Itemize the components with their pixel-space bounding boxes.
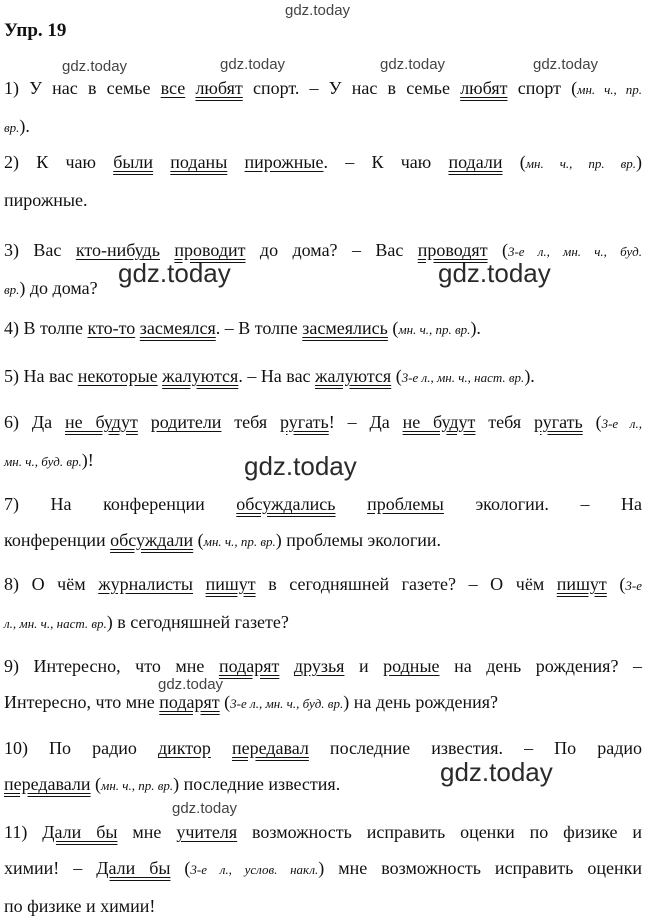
underlined-word: любят [195, 78, 243, 98]
sentence-line [4, 486, 642, 522]
underlined-word: Дали бы [96, 858, 171, 878]
underlined-word: жалуются [162, 366, 239, 386]
sentence-text: . – В толпе [215, 318, 303, 338]
sentence-text: ( [90, 774, 102, 794]
sentence-text: по физике и химии! [4, 896, 156, 916]
sentence-text [193, 574, 206, 594]
sentence-line [4, 70, 642, 108]
sentence-text: 3) Вас [4, 240, 76, 260]
sentence-text: ( [582, 412, 602, 432]
grammar-note: 3-е л., мн. ч., буд. [507, 244, 643, 259]
sentence-line [4, 566, 642, 604]
sentence-line [4, 684, 642, 722]
underlined-word: жалуются [315, 366, 392, 386]
sentence-line [4, 850, 642, 888]
underlined-word: ругать [533, 412, 583, 432]
sentence-text: )! [81, 450, 94, 470]
grammar-note: 3-е л., мн. ч., буд. вр. [230, 696, 344, 711]
sentence-text: ). [19, 116, 30, 136]
sentence-text: 11) [4, 822, 43, 842]
sentence-text: 1) У нас в семье [4, 78, 161, 98]
grammar-note: 3-е л., [601, 416, 642, 431]
sentence-text: Интересно, что мне [4, 692, 160, 712]
sentence-text: ( [170, 858, 191, 878]
sentence-text: химии! – [4, 858, 97, 878]
watermark: gdz.today [285, 2, 351, 19]
underlined-word: обсуждались [236, 494, 336, 514]
sentence-text: ! – Да [328, 412, 403, 432]
sentence-text: ) проблемы экологии. [275, 530, 442, 550]
sentence-text: ) мне возможность исправить оценки [318, 858, 642, 878]
sentence-text: пирожные. [4, 190, 88, 210]
sentence-text [185, 78, 195, 98]
underlined-word: засмеялись [302, 318, 388, 338]
sentence-text [160, 240, 174, 260]
underlined-word: не будут [64, 412, 138, 432]
sentence-line [4, 182, 642, 218]
watermark: gdz.today [172, 800, 238, 817]
watermark: gdz.today [380, 56, 446, 73]
sentence-line [4, 648, 642, 684]
grammar-note: мн. ч., пр. [577, 82, 643, 97]
sentence-8 [4, 566, 642, 642]
grammar-note: вр. [4, 120, 20, 135]
underlined-word: передавал [231, 738, 309, 758]
underlined-word: ругать [280, 412, 329, 432]
underlined-word: проводит [174, 240, 246, 260]
underlined-word: были [113, 152, 154, 172]
sentence-line [4, 358, 642, 396]
sentence-5 [4, 358, 642, 396]
sentence-text: ( [391, 366, 402, 386]
sentence-text: и [344, 656, 384, 676]
sentence-text: ) на день рождения? [343, 692, 498, 712]
sentence-text: ) до дома? [19, 278, 98, 298]
sentence-text: ( [219, 692, 231, 712]
underlined-word: кто-нибудь [75, 240, 160, 260]
sentence-line [4, 814, 642, 850]
sentence-7 [4, 486, 642, 560]
sentence-9 [4, 648, 642, 722]
underlined-word: кто-то [87, 318, 136, 338]
sentence-text: ( [193, 530, 204, 550]
sentence-text [211, 738, 232, 758]
grammar-note: л., мн. ч., наст. вр. [4, 616, 107, 631]
sentence-11 [4, 814, 642, 924]
grammar-note: 3-е [625, 578, 642, 593]
sentence-text: в сегодняшней газете? – О чём [255, 574, 557, 594]
sentence-text: последние известия. – По радио [308, 738, 643, 758]
underlined-word: журналисты [98, 574, 193, 594]
sentence-text: тебя [221, 412, 280, 432]
grammar-note: мн. ч., пр. вр. [398, 322, 471, 337]
sentence-line [4, 404, 642, 442]
sentence-line [4, 888, 642, 924]
sentence-text: ). [524, 366, 535, 386]
sentence-text: ). [470, 318, 481, 338]
sentence-text: возможность исправить оценки по физике и [237, 822, 643, 842]
sentence-text [153, 152, 170, 172]
underlined-word: подарят [218, 656, 280, 676]
grammar-note: 3-е л., мн. ч., наст. вр. [401, 370, 525, 385]
underlined-word: не будут [402, 412, 476, 432]
underlined-word: диктор [157, 738, 211, 758]
watermark: gdz.today [158, 676, 224, 693]
underlined-word: любят [460, 78, 508, 98]
underlined-word: пирожные [244, 152, 324, 172]
sentence-text: ( [487, 240, 508, 260]
sentence-text: на день рождения? – [439, 656, 642, 676]
sentence-text: 4) В толпе [4, 318, 88, 338]
sentence-text: конференции [4, 530, 111, 550]
grammar-note: мн. ч., пр. вр. [203, 534, 276, 549]
sentence-text: тебя [475, 412, 534, 432]
sentence-text: 7) На конференции [4, 494, 237, 514]
watermark: gdz.today [118, 258, 231, 288]
sentence-text: ( [606, 574, 626, 594]
sentence-text: экологии. – На [443, 494, 642, 514]
sentence-text: 6) Да [4, 412, 65, 432]
grammar-note: мн. ч., пр. вр. [101, 778, 174, 793]
underlined-word: все [160, 78, 186, 98]
sentence-text: . – К чаю [323, 152, 449, 172]
sentence-text: . – На вас [238, 366, 316, 386]
sentence-text: мне [117, 822, 177, 842]
watermark: gdz.today [62, 58, 128, 75]
sentence-text: 5) На вас [4, 366, 78, 386]
watermark: gdz.today [438, 258, 551, 288]
watermark: gdz.today [533, 56, 599, 73]
underlined-word: засмеялся [139, 318, 216, 338]
sentence-text: 10) По радио [4, 738, 158, 758]
underlined-word: поданы [170, 152, 228, 172]
grammar-note: вр. [4, 282, 20, 297]
watermark: gdz.today [220, 56, 286, 73]
underlined-word: некоторые [77, 366, 158, 386]
sentence-text: спорт ( [507, 78, 578, 98]
sentence-text: ) [636, 152, 643, 172]
grammar-note: мн. ч., пр. вр. [525, 156, 637, 171]
grammar-note: мн. ч., буд. вр. [4, 454, 82, 469]
exercise-title: Упр. 19 [4, 20, 67, 41]
watermark: gdz.today [244, 451, 357, 481]
sentence-text: 2) К чаю [4, 152, 114, 172]
sentence-text: ) в сегодняшней газете? [106, 612, 289, 632]
underlined-word: родители [150, 412, 222, 432]
underlined-word: родные [383, 656, 440, 676]
underlined-word: пишут [205, 574, 256, 594]
sentence-line [4, 604, 642, 642]
sentence-text [279, 656, 294, 676]
underlined-word: учителя [176, 822, 238, 842]
sentence-text: ( [387, 318, 399, 338]
underlined-word: проводят [417, 240, 488, 260]
underlined-word: передавали [4, 774, 91, 794]
sentence-line [4, 522, 642, 560]
sentence-1 [4, 70, 642, 146]
sentence-text [336, 494, 368, 514]
sentence-text: ( [502, 152, 526, 172]
sentence-2 [4, 144, 642, 218]
sentence-line [4, 144, 642, 182]
sentence-text [227, 152, 244, 172]
sentence-text [138, 412, 151, 432]
sentence-text: до дома? – Вас [245, 240, 418, 260]
sentence-text: 8) О чём [4, 574, 99, 594]
underlined-word: пишут [556, 574, 607, 594]
underlined-word: обсуждали [110, 530, 194, 550]
sentence-text: ) последние известия. [173, 774, 341, 794]
sentence-line [4, 310, 642, 348]
grammar-note: 3-е л., услов. накл. [190, 862, 319, 877]
sentence-text: 9) Интересно, что мне [4, 656, 219, 676]
underlined-word: подали [448, 152, 503, 172]
sentence-line [4, 108, 642, 146]
watermark: gdz.today [440, 757, 553, 787]
underlined-word: Дали бы [42, 822, 118, 842]
underlined-word: друзья [293, 656, 345, 676]
underlined-word: проблемы [367, 494, 444, 514]
sentence-4 [4, 310, 642, 348]
sentence-text: спорт. – У нас в семье [242, 78, 461, 98]
underlined-word: подарят [159, 692, 220, 712]
